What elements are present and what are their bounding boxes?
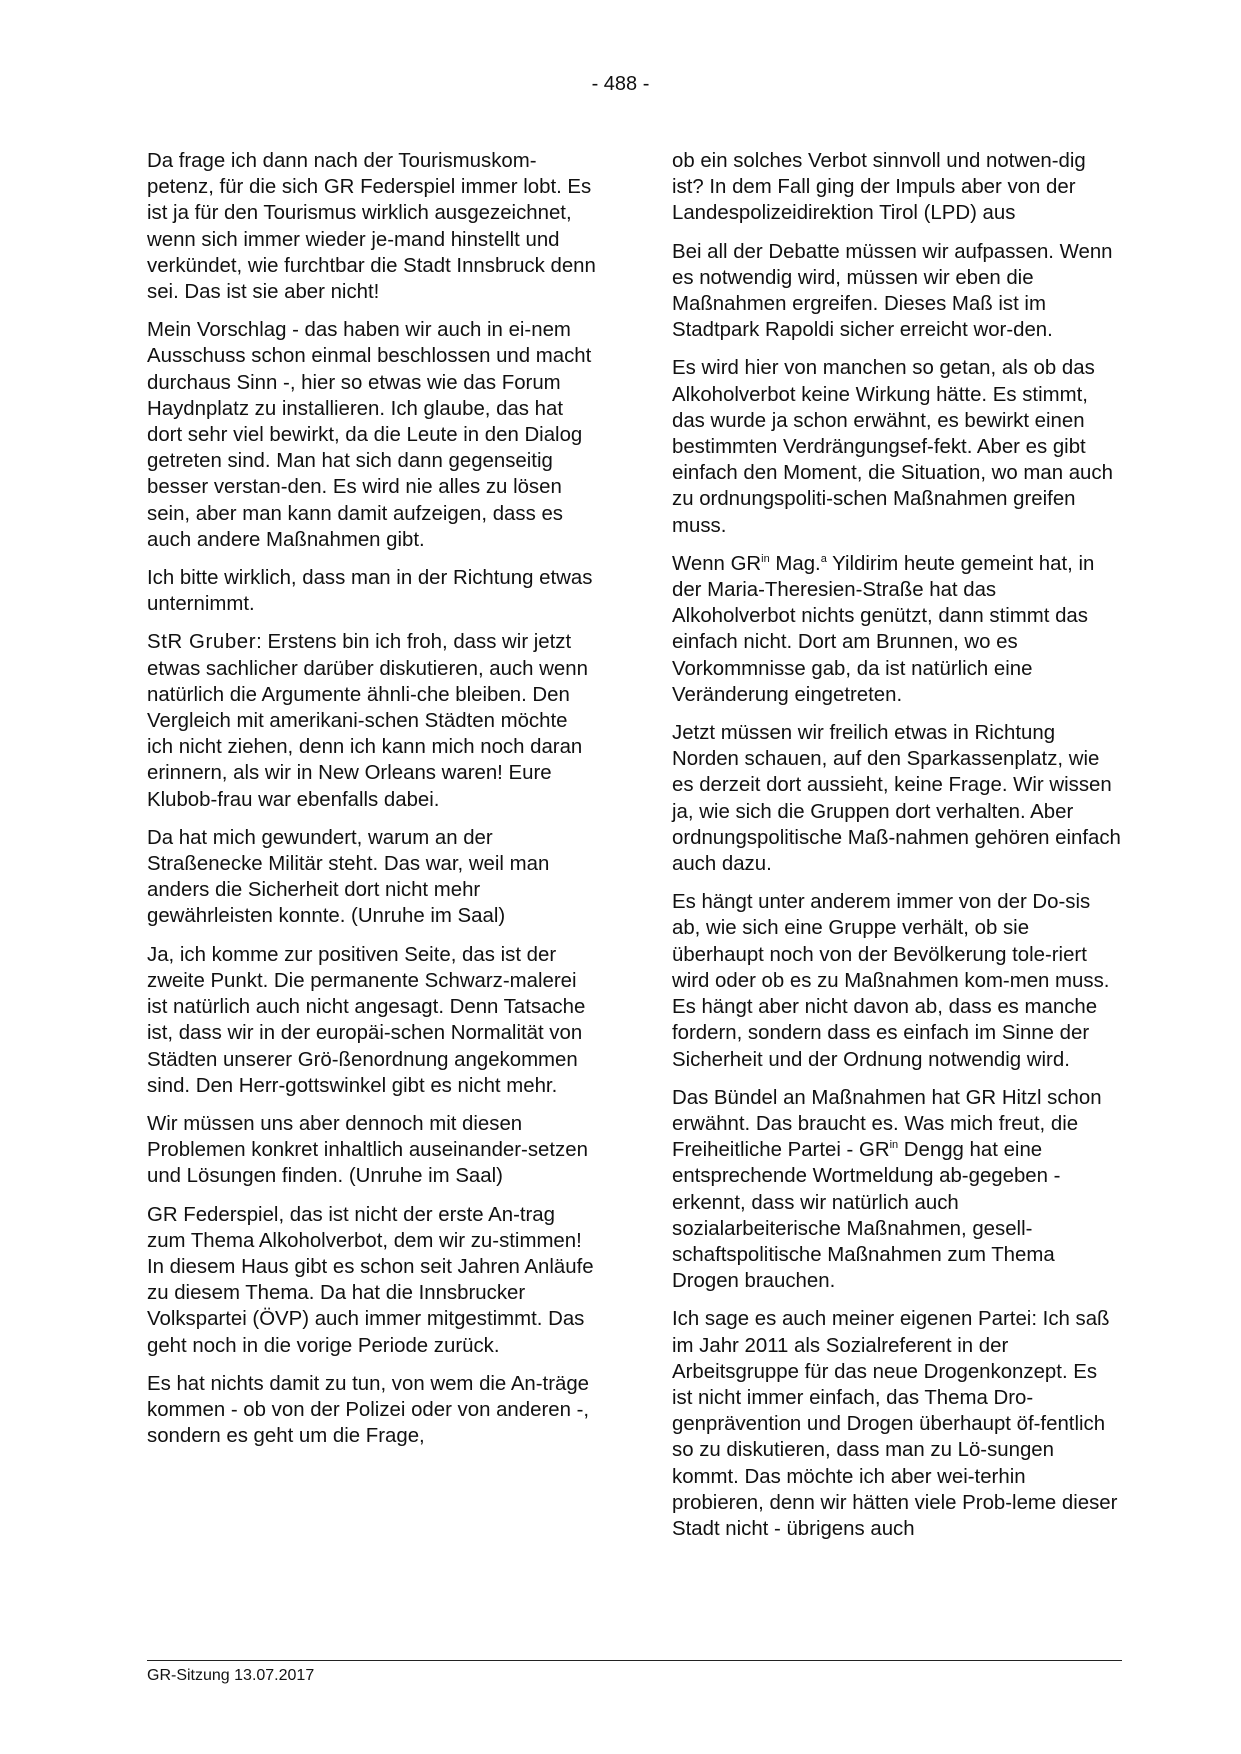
superscript: a bbox=[820, 553, 827, 566]
paragraph: Da hat mich gewundert, warum an der Straßenecke Militär steht. Das war, weil man anders die Sicherheit dort nicht mehr gewährleisten konnte. (Unruhe im Saal) bbox=[147, 826, 550, 928]
paragraph: Mein Vorschlag - das haben wir auch in ei-nem Ausschuss schon einmal beschlossen und macht durchaus Sinn -, hier so etwas wie das Forum Haydnplatz zu installieren. Ich glaube, das hat dort sehr viel bewirkt, da die Leute in den Dialog getreten sind. Man hat sich dann gegenseitig besser verstan-den. Es wird nie alles zu lösen sein, aber man kann damit aufzeigen, dass es auch andere Maßnahmen gibt. bbox=[147, 319, 592, 551]
superscript: in bbox=[761, 553, 770, 566]
paragraph: Ich sage es auch meiner eigenen Partei: Ich saß im Jahr 2011 als Sozialreferent in der Arbeitsgruppe für das neue Drogenkonzept. Es ist nicht immer einfach, das Thema Dro-genprävention und Drogen überhaupt öf-fentlich so zu diskutieren, dass man zu Lö-sungen kommt. Das möchte ich aber wei-terhin probieren, denn wir hätten viele Prob-leme dieser Stadt nicht - übrigens auch bbox=[672, 1308, 1118, 1540]
paragraph: GR Federspiel, das ist nicht der erste An-trag zum Thema Alkoholverbot, dem wir zu-stimmen! In diesem Haus gibt es schon seit Jahren Anläufe zu diesem Thema. Da hat die Innsbrucker Volkspartei (ÖVP) auch immer mitgestimmt. Das geht noch in die vorige Periode zurück. bbox=[147, 1203, 594, 1357]
paragraph: Ja, ich komme zur positiven Seite, das ist der zweite Punkt. Die permanente Schwarz-malerei ist natürlich auch nicht angesagt. Denn Tatsache ist, dass wir in der europäi-schen Normalität von Städten unserer Grö-ßenordnung angekommen sind. Den Herr-gottswinkel gibt es nicht mehr. bbox=[147, 943, 586, 1097]
footer-text: GR-Sitzung 13.07.2017 bbox=[147, 1667, 315, 1684]
paragraph: Wir müssen uns aber dennoch mit diesen Problemen konkret inhaltlich auseinander-setzen und Lösungen finden. (Unruhe im Saal) bbox=[147, 1112, 588, 1188]
paragraph-text: Yildirim heute gemeint hat, in der Maria-Theresien-Straße hat das Alkoholverbot nichts genützt, dann stimmt das einfach nicht. Dort am Brunnen, wo es Vorkommnisse gab, da ist natürlich eine Veränderung eingetreten. bbox=[672, 552, 1095, 706]
left-column bbox=[147, 148, 597, 1461]
paragraph bbox=[672, 551, 1122, 708]
paragraph: Ich bitte wirklich, dass man in der Richtung etwas unternimmt. bbox=[147, 567, 593, 616]
paragraph-text: Wenn GR bbox=[672, 552, 762, 575]
superscript: in bbox=[889, 1139, 899, 1152]
paragraph: Jetzt müssen wir freilich etwas in Richtung Norden schauen, auf den Sparkassenplatz, wie es derzeit dort aussieht, keine Frage. Wir wissen ja, wie sich die Gruppen dort verhalten. Aber ordnungspolitische Maß-nahmen gehören einfach auch dazu. bbox=[672, 722, 1121, 876]
right-column bbox=[672, 148, 1122, 1554]
paragraph-text: Mag. bbox=[769, 552, 821, 575]
paragraph: Bei all der Debatte müssen wir aufpassen. Wenn es notwendig wird, müssen wir eben die Maßnahmen ergreifen. Dieses Maß ist im Stadtpark Rapoldi sicher erreicht wor-den. bbox=[672, 240, 1113, 342]
paragraph: Es hat nichts damit zu tun, von wem die An-träge kommen - ob von der Polizei oder von anderen -, sondern es geht um die Frage, bbox=[147, 1372, 590, 1448]
paragraph: ob ein solches Verbot sinnvoll und notwen-dig ist? In dem Fall ging der Impuls aber von der Landespolizeidirektion Tirol (LPD) aus bbox=[672, 150, 1086, 225]
paragraph-text: Dengg hat eine entsprechende Wortmeldung ab-gegeben - erkennt, dass wir natürlich auch sozialarbeiterische Maßnahmen, gesell-schaftspolitische Maßnahmen zum Thema Drogen brauchen. bbox=[672, 1139, 1061, 1293]
footer-divider bbox=[147, 1660, 1122, 1661]
speaker-name: StR Gruber bbox=[147, 631, 257, 654]
paragraph: Es hängt unter anderem immer von der Do-sis ab, wie sich eine Gruppe verhält, ob sie überhaupt noch von der Bevölkerung tole-riert wird oder ob es zu Maßnahmen kom-men muss. Es hängt aber nicht davon ab, dass es manche fordern, sondern dass es einfach im Sinne der Sicherheit und der Ordnung notwendig wird. bbox=[672, 891, 1110, 1071]
paragraph bbox=[672, 1085, 1122, 1295]
page-number: - 488 - bbox=[591, 73, 650, 95]
paragraph: Es wird hier von manchen so getan, als ob das Alkoholverbot keine Wirkung hätte. Es stimmt, das wurde ja schon erwähnt, es bewirkt einen bestimmten Verdrängungsef-fekt. Aber es gibt einfach den Moment, die Situation, wo man auch zu ordnungspoliti-schen Maßnahmen greifen muss. bbox=[672, 357, 1113, 537]
paragraph: Da frage ich dann nach der Tourismuskom-petenz, für die sich GR Federspiel immer lobt. Es ist ja für den Tourismus wirklich ausgezeichnet, wenn sich immer wieder je-mand hinstellt und verkündet, wie furchtbar die Stadt Innsbruck denn sei. Das ist sie aber nicht! bbox=[147, 150, 596, 304]
paragraph bbox=[147, 629, 597, 812]
paragraph-text: Das Bündel an Maßnahmen hat GR Hitzl schon erwähnt. Das braucht es. Was mich freut, die Freiheitliche Partei - GR bbox=[672, 1086, 1102, 1162]
paragraph-text: : Erstens bin ich froh, dass wir jetzt etwas sachlicher darüber diskutieren, auch wenn natürlich die Argumente ähnli-che bleiben. Den Vergleich mit amerikani-schen Städten möchte ich nicht ziehen, denn ich kann mich noch daran erinnern, als wir in New Orleans waren! Eure Klubob-frau war ebenfalls dabei. bbox=[147, 631, 588, 811]
